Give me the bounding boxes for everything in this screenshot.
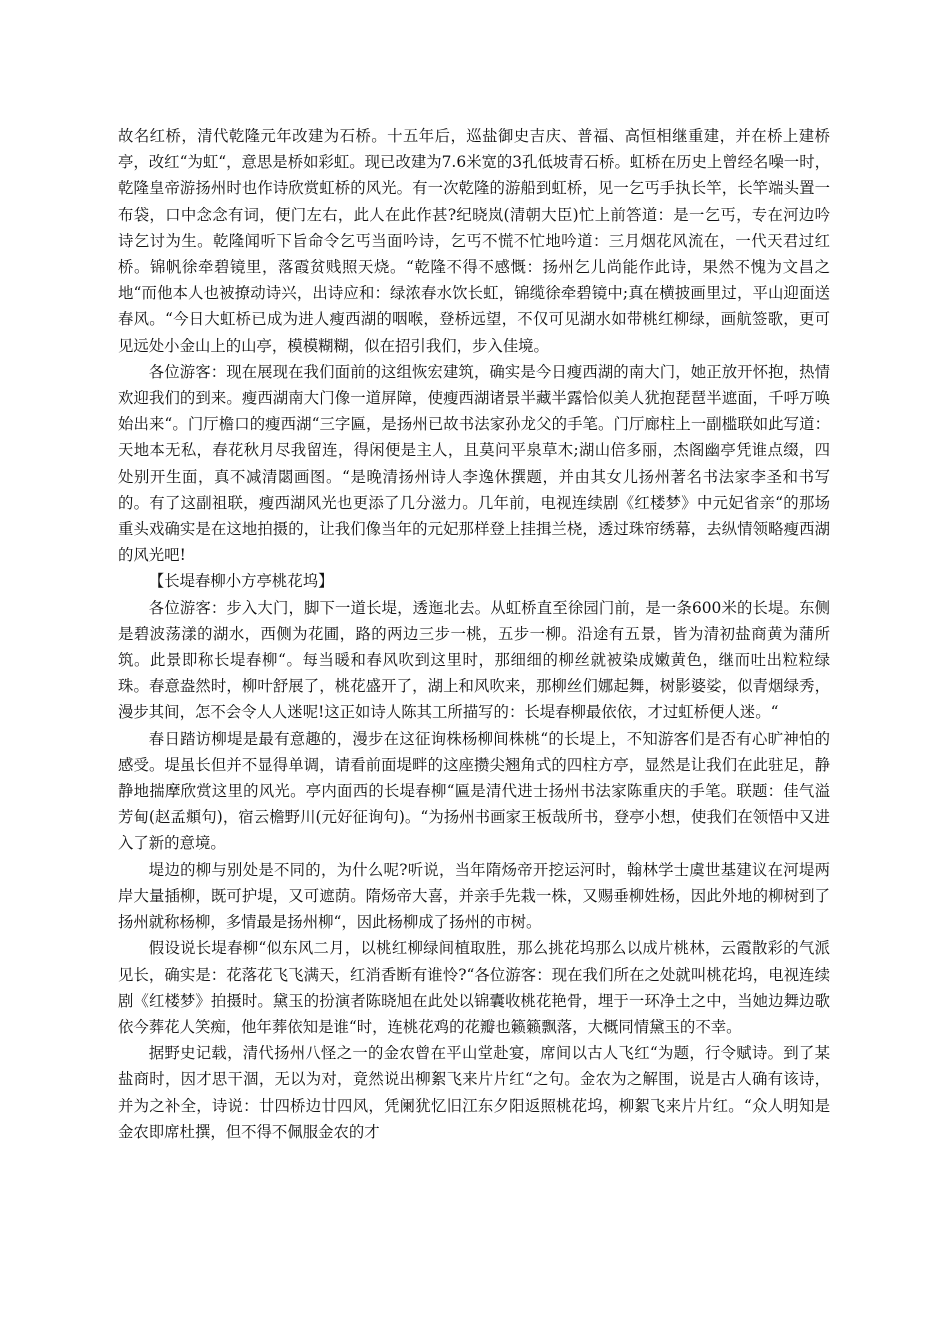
document-body [118,123,830,1145]
section-heading: 【长堤春柳小方亭桃花坞】 [148,572,334,591]
paragraph-south-gate: 各位游客：现在展现在我们面前的这组恢宏建筑，确实是今日瘦西湖的南大门，她正放开怀抱，热情欢迎我们的到来。瘦西湖南大门像一道屏障，使瘦西湖诸景半藏半露恰似美人犹抱琵琶半遮面，千呼万唤始出来“。门厅檐口的瘦西湖“三字匾，是扬州已故书法家孙龙父的手笔。门厅廊柱上一副槛联如此写道：天地本无私，春花秋月尽我留连，得闲便是主人，且莫问平泉草木;湖山倍多丽，杰阁幽亭凭谁点缀，四处别开生面，真不减清閟画图。“是晚清扬州诗人李逸休撰题，并由其女儿扬州著名书法家李圣和书写的。有了这副祖联，瘦西湖风光也更添了几分滋力。几年前，电视连续剧《红楼梦》中元妃省亲“的那场重头戏确实是在这地拍摄的，让我们像当年的元妃那样登上挂揖兰桡，透过珠帘绣幕，去纵情领略瘦西湖的风光吧! [118,362,830,565]
paragraph-long-dike: 各位游客：步入大门，脚下一道长堤，透迤北去。从虹桥直至徐园门前，是一条600米的长堤。东侧是碧波荡漾的湖水，西侧为花圃，路的两边三步一桃，五步一柳。沿途有五景，皆为清初盐商黄为蒲所筑。此景即称长堤春柳“。每当暖和春风吹到这里时，那细细的柳丝就被染成嫩黄色，继而吐出粒粒绿珠。春意盎然时，柳叶舒展了，桃花盛开了，湖上和风吹来，那柳丝们娜起舞，树影婆娑，似青烟绿秀，漫步其间，怎不会令人人迷呢!这正如诗人陈其工所描写的：长堤春柳最依依，才过虹桥便人迷。“ [118,598,830,722]
paragraph-square-pavilion: 春日踏访柳堤是最有意趣的，漫步在这征询株杨柳间株桃“的长堤上，不知游客们是否有心旷神怕的感受。堤虽长但并不显得单调，请看前面堤畔的这座攒尖翘角式的四柱方亭，显然是让我们在此驻足，静静地揣摩欣赏这里的风光。亭内面西的长堤春柳“匾是清代进士扬州书法家陈重庆的手笔。联题：佳气溢芳甸(赵孟頫句)，宿云檐野川(元好征询句)。“为扬州书画家王板哉所书，登亭小想，使我们在领悟中又进入了新的意境。 [118,729,830,853]
paragraph-peach-blossom-dock: 假设说长堤春柳“似东风二月，以桃红柳绿间植取胜，那么挑花坞那么以成片桃林，云霞散彩的气派见长，确实是：花落花飞飞满天，红消香断有谁怜?“各位游客：现在我们所在之处就叫桃花坞，电视连续剧《红楼梦》拍摄时。黛玉的扮演者陈晓旭在此处以锦囊收桃花艳骨，埋于一环净土之中，当她边舞边歌依今葬花人笑痴，他年葬依知是谁“时，连桃花鸡的花瓣也籁籁飘落，大概同情黛玉的不幸。 [118,939,830,1036]
paragraph-hongqiao-history: 故名红桥，清代乾隆元年改建为石桥。十五年后，巡盐御史吉庆、普福、高恒相继重建，并在桥上建桥亭，改红“为虹“，意思是桥如彩虹。现已改建为7.6米宽的3孔低坡青石桥。虹桥在历史上曾经名噪一时，乾隆皇帝游扬州时也作诗欣赏虹桥的风光。有一次乾隆的游船到虹桥，见一乞丐手执长竿，长竿端头置一布袋，口中念念有词，便门左右，此人在此作甚?纪晓岚(清朝大臣)忙上前答道：是一乞丐，专在河边吟诗乞讨为生。乾隆闻听下旨命令乞丐当面吟诗，乞丐不慌不忙地吟道：三月烟花风流在，一代天君过红桥。锦帆徐牵碧镜里，落霞贫贱照天烧。“乾隆不得不感慨：扬州乞儿尚能作此诗，果然不愧为文昌之地“而他本人也被撩动诗兴，出诗应和：绿浓春水饮长虹，锦缆徐牵碧镜中;真在横披画里过，平山迎面送春风。“今日大虹桥已成为进人瘦西湖的咽喉，登桥远望，不仅可见湖水如带桃红柳绿，画航签歌，更可见远处小金山上的山亭，模模糊糊，似在招引我们，步入佳境。 [118,127,830,355]
paragraph-willow-origin: 堤边的柳与别处是不同的，为什么呢?听说，当年隋炀帝开挖运河时，翰林学士虞世基建议在河堤两岸大量插柳，既可护堤，又可遮荫。隋炀帝大喜，并亲手先栽一株，又赐垂柳姓杨，因此外地的柳树到了扬州就称杨柳，多情最是扬州柳“，因此杨柳成了扬州的市树。 [118,860,830,932]
paragraph-jin-nong-anecdote: 据野史记载，清代扬州八怪之一的金农曾在平山堂赴宴，席间以古人飞红“为题，行令赋诗。到了某盐商时，因才思干涸，无以为对，竟然说出柳絮飞来片片红“之句。金农为之解围，说是古人确有该诗，并为之补全，诗说：廿四桥边廿四风，凭阑犹忆旧江东夕阳返照桃花坞，柳絮飞来片片红。“众人明知是金农即席杜撰，但不得不佩服金农的才 [118,1044,830,1141]
